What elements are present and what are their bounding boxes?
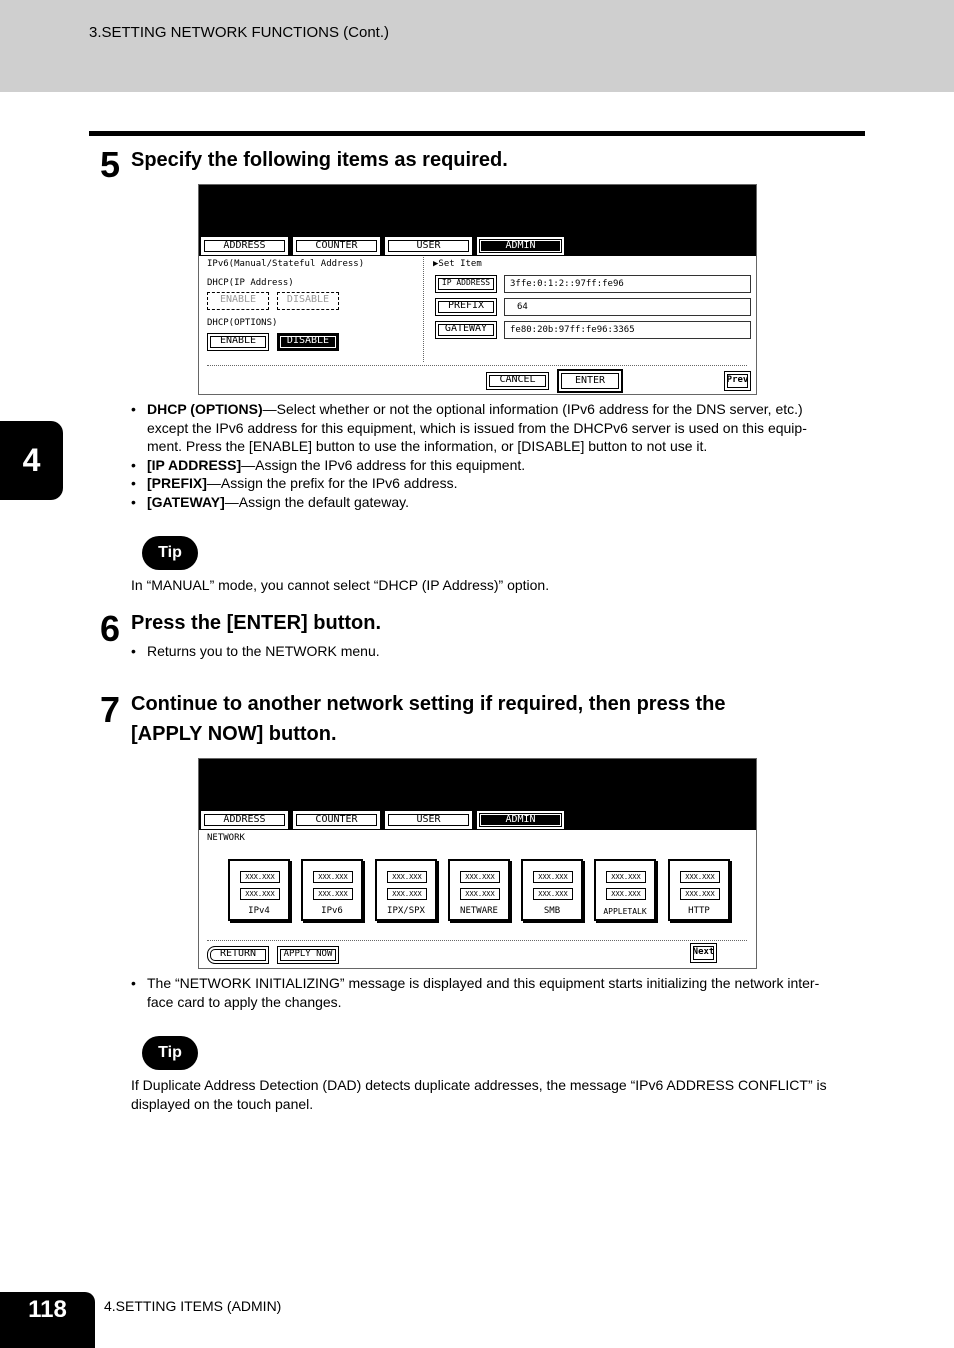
enter-button[interactable]: ENTER [557, 369, 623, 393]
step-6-number: 6 [100, 608, 120, 649]
return-button[interactable]: RETURN [207, 946, 269, 964]
network-glyph: XXX.XXX [387, 888, 427, 900]
bullet-term: [GATEWAY] [147, 493, 225, 510]
panel-tabs [201, 237, 564, 255]
dhcp-options-label: DHCP(OPTIONS) [207, 318, 278, 328]
set-item-heading [433, 259, 482, 269]
network-glyph: XXX.XXX [313, 871, 353, 883]
appletalk-label: APPLETALK [603, 907, 647, 916]
step-7-title-line: Continue to another network setting if required, then press the [131, 693, 726, 715]
ipv6-button[interactable] [301, 859, 363, 921]
step-7-bullets [131, 974, 861, 1011]
step-7-number: 7 [100, 689, 120, 730]
step-5-bullets [131, 400, 861, 511]
list-item: • Returns you to the NETWORK menu. [131, 642, 380, 661]
network-menu-screen [198, 758, 757, 969]
appletalk-button[interactable] [594, 859, 656, 921]
tab-address[interactable]: ADDRESS [201, 811, 288, 829]
tab-address[interactable]: ADDRESS [201, 237, 288, 255]
bullet-text: —Select whether or not the optional information (IPv6 address for the DNS server, etc.) [262, 401, 803, 417]
step-7-title-line: [APPLY NOW] button. [131, 723, 337, 745]
list-item [131, 474, 861, 493]
network-glyph: XXX.XXX [240, 871, 280, 883]
tab-counter[interactable]: COUNTER [293, 237, 380, 255]
tip-badge: Tip [142, 1036, 198, 1070]
http-button[interactable] [668, 859, 730, 921]
apply-now-button[interactable]: APPLY NOW [277, 946, 339, 964]
bullet-term: [PREFIX] [147, 475, 207, 491]
network-glyph: XXX.XXX [460, 888, 500, 900]
ipv6-label: IPv6 [321, 906, 343, 916]
list-item [131, 493, 861, 512]
bullet-text: —Assign the default gateway. [224, 493, 409, 510]
list-item [131, 400, 861, 456]
section-rule [89, 131, 865, 136]
smb-button[interactable] [521, 859, 583, 921]
step-6-bullets [131, 642, 380, 661]
network-glyph: XXX.XXX [533, 888, 573, 900]
bullet-term: [IP ADDRESS] [147, 456, 242, 473]
network-label: NETWORK [207, 833, 245, 843]
dhcp-options-enable-button[interactable]: ENABLE [207, 333, 269, 351]
dhcp-ip-disable-button: DISABLE [277, 292, 339, 310]
netware-label: NETWARE [460, 906, 498, 916]
tab-counter[interactable]: COUNTER [293, 811, 380, 829]
bullet-text: —Assign the IPv6 address for this equipment. [241, 456, 526, 473]
network-glyph: XXX.XXX [240, 888, 280, 900]
dhcp-options-disable-button[interactable]: DISABLE [277, 333, 339, 351]
next-button[interactable]: Next [690, 943, 717, 963]
bullet-text: except the IPv6 address for this equipment, which is issued from the DHCPv6 server is used on this equip- [147, 419, 807, 436]
running-footer: 4.SETTING ITEMS (ADMIN) [104, 1298, 282, 1314]
gateway-button[interactable]: GATEWAY [435, 321, 497, 339]
step-5-number: 5 [100, 144, 120, 185]
ipv6-settings-screen [198, 184, 757, 395]
header-band [0, 0, 954, 92]
ipv4-button[interactable] [228, 859, 290, 921]
bullet-text: ment. Press the [ENABLE] button to use the information, or [DISABLE] button to not use it. [147, 438, 708, 454]
tip-text-line: If Duplicate Address Detection (DAD) detects duplicate addresses, the message “IPv6 ADDRESS CONFLICT” is [131, 1077, 827, 1093]
network-glyph: XXX.XXX [387, 871, 427, 883]
bottom-divider [207, 940, 747, 941]
network-glyph: XXX.XXX [680, 888, 720, 900]
tab-user[interactable]: USER [385, 237, 472, 255]
list-item [131, 974, 861, 1011]
bullet-text: The “NETWORK INITIALIZING” message is displayed and this equipment starts initializing the network inter- [147, 975, 820, 991]
network-glyph: XXX.XXX [606, 871, 646, 883]
list-item [131, 456, 861, 475]
bullet-text: —Assign the prefix for the IPv6 address. [206, 475, 458, 491]
tab-admin[interactable]: ADMIN [477, 237, 564, 255]
tab-user[interactable]: USER [385, 811, 472, 829]
ipx-spx-button[interactable] [375, 859, 437, 921]
running-header: 3.SETTING NETWORK FUNCTIONS (Cont.) [89, 24, 390, 41]
network-glyph: XXX.XXX [460, 871, 500, 883]
page-number: 118 [0, 1292, 95, 1348]
tip-text-line: displayed on the touch panel. [131, 1095, 314, 1112]
prev-button[interactable]: Prev [724, 371, 751, 391]
divider [423, 257, 424, 362]
netware-button[interactable] [448, 859, 510, 921]
ip-address-field[interactable]: 3ffe:0:1:2::97ff:fe96 [504, 275, 751, 293]
network-glyph: XXX.XXX [680, 871, 720, 883]
dhcp-ip-label: DHCP(IP Address) [207, 278, 294, 288]
set-item-label: Set Item [438, 259, 482, 269]
step-6-title: Press the [ENTER] button. [131, 612, 382, 634]
dhcp-ip-enable-button: ENABLE [207, 292, 269, 310]
bullet-term: DHCP (OPTIONS) [147, 401, 263, 417]
bullet-text: face card to apply the changes. [147, 993, 342, 1010]
ipx-spx-label: IPX/SPX [387, 906, 425, 916]
chapter-tab: 4 [0, 421, 63, 500]
step-7-title [131, 689, 726, 749]
tip-badge: Tip [142, 536, 198, 570]
smb-label: SMB [543, 906, 561, 916]
tip-text: In “MANUAL” mode, you cannot select “DHCP (IP Address)” option. [131, 577, 550, 593]
step-5-title: Specify the following items as required. [131, 149, 508, 171]
panel-tabs [201, 811, 564, 829]
prefix-field[interactable]: 64 [504, 298, 751, 316]
tab-admin[interactable]: ADMIN [477, 811, 564, 829]
ip-address-button[interactable]: IP ADDRESS [435, 275, 497, 293]
arrow-icon: ▶ [433, 259, 439, 269]
network-glyph: XXX.XXX [606, 888, 646, 900]
bottom-divider [207, 365, 747, 366]
ipv4-label: IPv4 [248, 906, 270, 916]
network-glyph: XXX.XXX [313, 888, 353, 900]
network-glyph: XXX.XXX [533, 871, 573, 883]
prefix-button[interactable]: PREFIX [435, 298, 497, 316]
http-label: HTTP [688, 906, 710, 916]
tip-text [131, 1076, 871, 1113]
gateway-field[interactable]: fe80:20b:97ff:fe96:3365 [504, 321, 751, 339]
mode-label: IPv6(Manual/Stateful Address) [207, 259, 365, 269]
cancel-button[interactable]: CANCEL [486, 372, 549, 390]
